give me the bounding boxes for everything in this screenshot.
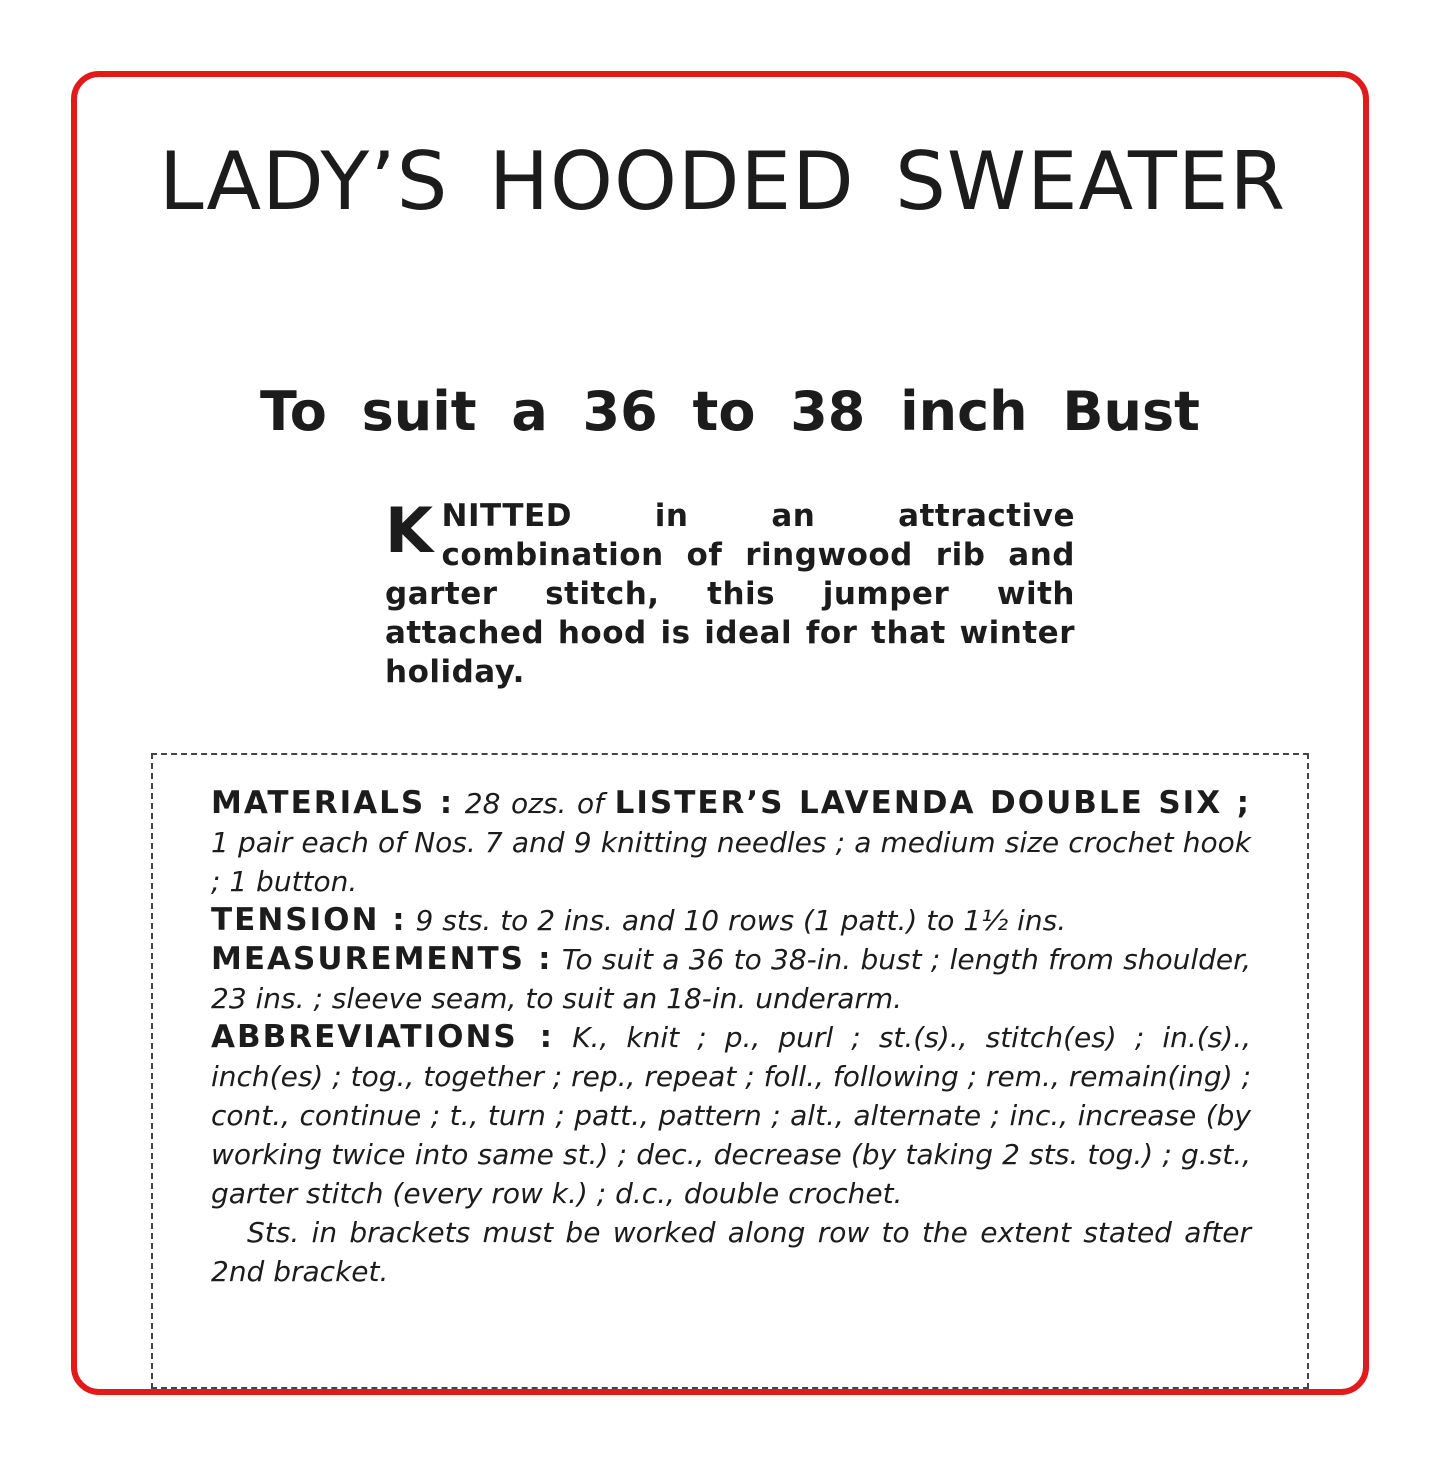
abbreviations-text: K., knit ; p., purl ; st.(s)., stitch(es) ; in.(s)., inch(es) ; tog., together ; rep., repeat ; foll., following ; rem., remain(ing) ; cont., continue ; t., turn ; patt., pattern ; alt., alternate ; inc., increase (by working twice into same st.) ; dec., decrease (by taking 2 sts. tog.) ; g.st., garter stitch (every row k.) ; d.c., double crochet.	[211, 1021, 1251, 1210]
measurements-label: MEASUREMENTS :	[211, 941, 553, 977]
abbreviations-section	[211, 1018, 1251, 1213]
drop-cap: K	[385, 494, 434, 567]
measurements-text: To suit a 36 to 38-in. bust ; length from shoulder, 23 ins. ; sleeve seam, to suit an 18-in. underarm.	[211, 943, 1251, 1015]
abbreviations-label: ABBREVIATIONS :	[211, 1019, 555, 1055]
page-title: LADY’S HOODED SWEATER	[158, 135, 1287, 228]
intro-text: NITTED in an attractive combination of ringwood rib and garter stitch, this jumper with attached hood is ideal for that winter holiday.	[385, 498, 1075, 690]
materials-text-a: 28 ozs. of	[464, 787, 604, 820]
measurements-section	[211, 940, 1251, 1018]
tension-section	[211, 901, 1251, 940]
tension-text: 9 sts. to 2 ins. and 10 rows (1 patt.) to 1½ ins.	[415, 904, 1067, 937]
intro-paragraph	[385, 494, 1075, 692]
details-content	[211, 784, 1251, 1291]
brackets-note: Sts. in brackets must be worked along row to the extent stated after 2nd bracket.	[211, 1216, 1251, 1288]
materials-label: MATERIALS :	[211, 785, 455, 821]
page-subtitle: To suit a 36 to 38 inch Bust	[260, 380, 1200, 443]
materials-brand: LISTER’S LAVENDA DOUBLE SIX ;	[614, 785, 1252, 821]
materials-text-b: 1 pair each of Nos. 7 and 9 knitting needles ; a medium size crochet hook ; 1 button.	[211, 826, 1251, 898]
materials-section	[211, 784, 1251, 901]
tension-label: TENSION :	[211, 902, 407, 938]
